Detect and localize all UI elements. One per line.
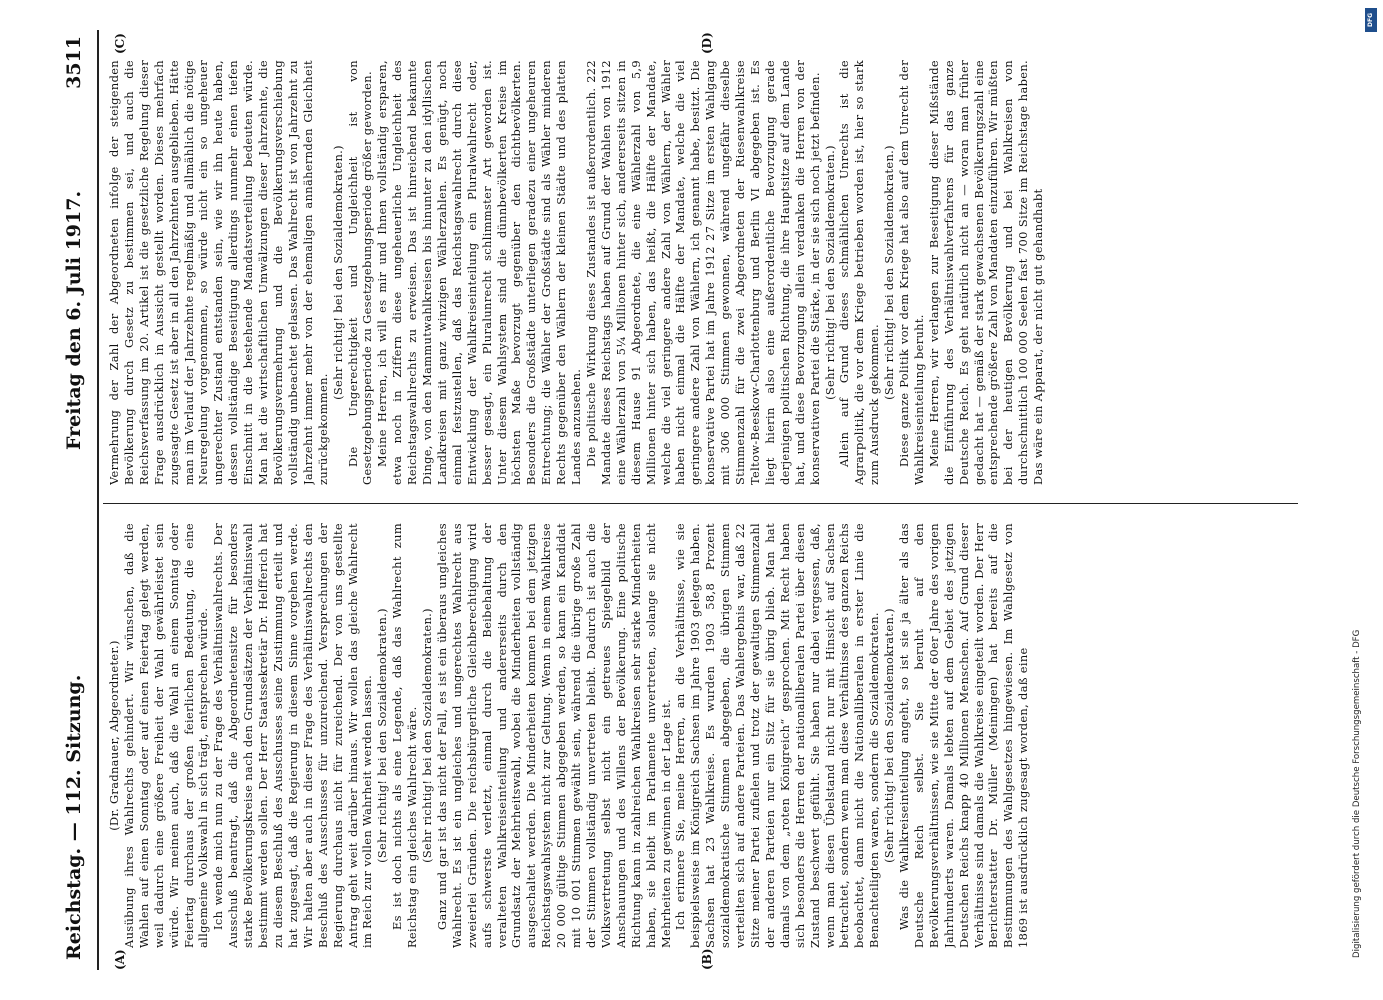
paragraph: Vermehrung der Zahl der Abgeordneten infolge der steigenden Bevölkerung durch Gesetz zu bestimmen sei, und auch die Reichsverfassung im 20. Artikel ist die gesetzliche Regelung dieser Frage ausdrücklich in Aussicht gestellt worden. Dieses mehrfach zugesagte Gesetz ist aber in all den Jahrzehnten ausgeblieben. Hätte man im Verlauf der Jahrzehnte regelmäßig und allmählich die nötige Neuregelung vorgenommen, so würde nicht ein so ungeheuer ungerechter Zustand entstanden sein, wie wir ihn heute haben, dessen vollständige Beseitigung allerdings nunmehr einen tiefen Einschnitt in die bestehende Mandatsverteilung bedeuten würde. Man hat die wirtschaftlichen Umwälzungen dieser Jahrzehnte, die Bevölkerungsvermehrung und die Bevölkerungsverschiebung vollständig unbeachtet gelassen. Das Wahlrecht ist von Jahrzehnt zu Jahrzehnt immer mehr von der ehemaligen annähernden Gleichheit zurückgekommen.	[107, 60, 330, 485]
interjection: (Sehr richtig! bei den Sozialdemokraten.)	[882, 145, 897, 400]
header-date: Freitag den 6. Juli 1917.	[63, 190, 85, 450]
paragraph: Meine Herren, ich will es mir und Ihnen vollständig ersparen, etwa noch in Ziffern diese ungeheuerliche Ungleichheit des Reichstagswahlrechts zu erweisen. Das ist hinreichend bekannte Dinge, von den Mammutwahlkreisen bis hinunter zu den idyllischen Landkreisen mit ganz winzigen Wählerzahlen. Es genügt, noch einmal festzustellen, daß das Reichstagswahlrecht durch diese Entwicklung der Wahlkreiseinteilung ein Pluralwahlrecht oder, besser gesagt, ein Pluralunrecht schlimmster Art geworden ist. Unter diesem Wahlsystem sind die dünnbevölkerten Kreise im höchsten Maße bevorzugt gegenüber den dichtbevölkerten. Besonders die Großstädte unterliegen geradezu einer ungeheuren Entrechtung; die Wähler der Großstädte sind als Wähler minderen Rechts gegenüber den Wählern der kleinen Städte und des platten Landes anzusehen.	[375, 60, 584, 485]
paragraph: Ich wende mich nun zu der Frage des Verhältniswahlrechts. Der Ausschuß beantragt, daß die Abgeordnetensitze für besonders starke Bevölkerungskreise nach den Grundsätzen der Verhältniswahl bestimmt werden sollen. Der Herr Staatssekretär Dr. Helfferich hat zu diesem Beschluß des Ausschusses seine Zustimmung erteilt und hat zugesagt, daß die Regierung in diesem Sinne vorgehen werde. Wir halten aber auch in dieser Frage des Verhältniswahlrechts den Beschluß des Ausschusses für unzureichend. Versprechungen der Regierung durchaus nicht für zureichend. Der von uns gestellte Antrag geht weit darüber hinaus. Wir wollen das gleiche Wahlrecht im Reich zur vollen Wahrheit werden lassen.	[211, 523, 375, 948]
right-column	[107, 60, 1297, 485]
margin-marker-c: (C)	[113, 33, 127, 54]
margin-marker-a: (A)	[113, 949, 127, 970]
left-column	[107, 523, 1297, 948]
paragraph: Ausübung ihres Wahlrechts gehindert. Wir wünschen, daß die Wahlen auf einen Sonntag oder auf einen Feiertag gelegt werden, weil dadurch eine größere Freiheit der Wahl gewährleistet sein würde. Wir meinen auch, daß die Wahl an einem Sonntag oder Feiertag durchaus der großen feierlichen Bedeutung, die eine allgemeine Volkswahl in sich trägt, entsprechen würde.	[121, 523, 211, 948]
dfg-logo: DFG	[1365, 8, 1377, 32]
paragraph: Meine Herren, wir verlangen zur Beseitigung dieser Mißstände die Einführung des Verhältniswahlverfahrens für das ganze Deutsche Reich. Es geht natürlich nicht an — woran man früher gedacht hat — gemäß der stark gewachsenen Bevölkerungszahl eine entsprechende größere Zahl von Mandaten einzuführen. Wir müßten bei der heutigen Bevölkerung und bei Wahlkreisen von durchschnittlich 100 000 Seelen fast 700 Sitze im Reichstage haben. Das wäre ein Apparat, der nicht gut gehandhabt	[926, 60, 1046, 485]
interjection: (Sehr richtig! bei den Sozialdemokraten.)	[375, 608, 390, 863]
paragraph: Es ist doch nichts als eine Legende, daß das Wahlrecht zum Reichstag ein gleiches Wahlrecht wäre.	[390, 523, 420, 948]
rotated-document-page	[55, 30, 1305, 970]
digitisation-note: Digitalisierung gefördert durch die Deutsche Forschungsgemeinschaft - DFG	[1352, 629, 1362, 958]
paragraph: Die Ungerechtigkeit und Ungleichheit ist von Gesetzgebungsperiode zu Gesetzgebungsperiode größer geworden.	[345, 60, 375, 485]
paragraph: Allein auf Grund dieses schmählichen Unrechts ist die Agrarpolitik, die vor dem Kriege betrieben worden ist, hier so stark zum Ausdruck gekommen.	[837, 60, 882, 485]
header-session-title: Reichstag. — 112. Sitzung.	[63, 674, 85, 960]
interjection: (Sehr richtig! bei den Sozialdemokraten.)	[822, 145, 837, 400]
paragraph: Die politische Wirkung dieses Zustandes ist außerordentlich. 222 Mandate dieses Reichstags haben auf Grund der Wahlen von 1912 eine Wählerzahl von 5¼ Millionen hinter sich, andererseits sitzen in diesem Hause 91 Abgeordnete, die eine Wählerzahl von 5,9 Millionen hinter sich haben, das heißt, die Hälfte der Mandate, welche die viel geringere andere Zahl von Wählern, der Wähler haben nicht einmal die Hälfte der Mandate, welche die viel geringere andere Zahl von Wählern, ich genannt habe, besitzt. Die konservative Partei hat im Jahre 1912 27 Sitze im ersten Wahlgang mit 306 000 Stimmen gewonnen, während ungefähr dieselbe Stimmenzahl für die zwei Abgeordneten der Riesenwahlkreise Teltow-Beeskow-Charlottenburg und Berlin VI abgegeben ist. Es liegt hierin also eine außerordentliche Bevorzugung gerade derjenigen politischen Richtung, die ihre Hauptsitze auf dem Lande hat, und diese Bevorzugung allein verdanken die Herren von der konservativen Partei die Stärke, in der sie sich noch jetzt befinden.	[584, 60, 822, 485]
page-header	[55, 30, 99, 970]
paragraph: Ganz und gar ist das nicht der Fall, es ist ein überaus ungleiches Wahlrecht. Es ist ein ungleiches und ungerechtes Wahlrecht aus zweierlei Gründen. Die reichsbürgerliche Gleichberechtigung wird aufs schwerste verletzt, einmal durch die Beibehaltung der veralteten Wahlkreiseinteilung und andererseits durch den Grundsatz der Mehrheitswahl, wobei die Minderheiten vollständig ausgeschaltet werden. Die Minderheiten kommen bei dem jetzigen Reichstagswahlsystem nicht zur Geltung. Wenn in einem Wahlkreise 20 000 gültige Stimmen abgegeben werden, so kann ein Kandidat mit 10 001 Stimmen gewählt sein, während die übrige große Zahl der Stimmen vollständig unvertreten bleibt. Dadurch ist auch die Volksvertretung selbst nicht ein getreues Spiegelbild der Anschauungen und des Willens der Bevölkerung. Eine politische Richtung kann in zahlreichen Wahlkreisen sehr starke Minderheiten haben, sie bleibt im Parlamente unvertreten, solange sie nicht Mehrheiten zu gewinnen in der Lage ist.	[434, 523, 673, 948]
column-divider	[103, 503, 1298, 504]
interjection: (Sehr richtig! bei den Sozialdemokraten.)	[882, 608, 897, 863]
margin-marker-b: (B)	[700, 948, 714, 970]
paragraph: Ich erinnere Sie, meine Herren, an die Verhältnisse, wie sie beispielsweise im Königreich Sachsen im Jahre 1903 gelegen haben. Sachsen hat 23 Wahlkreise. Es wurden 1903 58,8 Prozent sozialdemokratische Stimmen abgegeben, die übrigen Stimmen verteilten sich auf andere Parteien. Das Wahlergebnis war, daß 22 Sitze meiner Partei zufielen und trotz der gewaltigen Stimmenzahl der anderen Parteien nur ein Sitz für sie übrig blieb. Man hat damals von dem „roten Königreich“ gesprochen. Mit Recht haben sich besonders die Herren der nationalliberalen Partei über diesen Zustand beschwert gefühlt. Sie haben nur dabei vergessen, daß, wenn man diesen Übelstand nicht nur mit Hinsicht auf Sachsen betrachtet, sondern wenn man diese Verhältnisse des ganzen Reichs beobachtet, dann nicht die Nationalliberalen in erster Linie die Benachteiligten waren, sondern die Sozialdemokraten.	[673, 523, 882, 948]
paragraph: Was die Wahlkreiseinteilung angeht, so ist sie ja älter als das Deutsche Reich selbst. Sie beruht auf den Bevölkerungsverhältnissen, wie sie Mitte der 60er Jahre des vorigen Jahrhunderts waren. Damals lebten auf dem Gebiet des jetzigen Deutschen Reichs knapp 40 Millionen Menschen. Auf Grund dieser Verhältnisse sind damals die Wahlkreise eingeteilt worden. Der Herr Berichterstatter Dr. Müller (Meiningen) hat bereits auf die Bestimmungen des Wahlgesetzes hingewiesen. Im Wahlgesetz von 1869 ist ausdrücklich zugesagt worden, daß eine	[897, 523, 1031, 948]
interjection: (Sehr richtig! bei den Sozialdemokraten.)	[420, 608, 435, 863]
margin-marker-d: (D)	[700, 32, 714, 54]
paragraph: Diese ganze Politik vor dem Kriege hat also auf dem Unrecht der Wahlkreiseinteilung beruht.	[897, 60, 926, 485]
page-number: 3511	[63, 36, 85, 89]
interjection: (Sehr richtig! bei den Sozialdemokraten.)	[330, 145, 345, 400]
speaker-line: (Dr. Gradnauer, Abgeordneter.)	[107, 640, 121, 831]
